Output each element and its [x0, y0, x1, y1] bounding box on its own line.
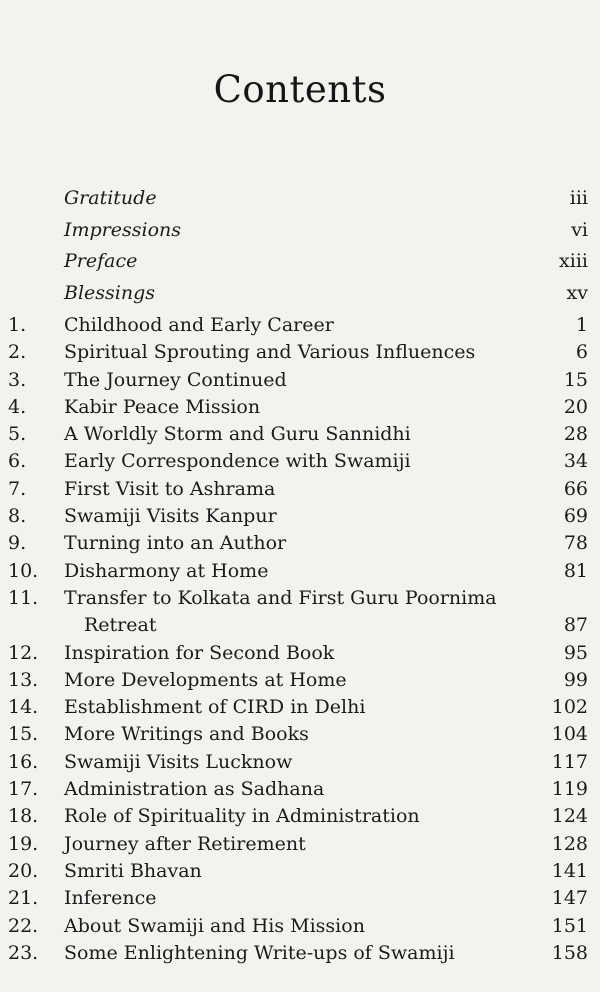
chapter-title: Some Enlightening Write-ups of Swamiji: [64, 941, 455, 964]
chapter-title: Early Correspondence with Swamiji: [64, 450, 411, 473]
chapter-title-line2: Retreat: [84, 614, 157, 637]
page-number: 119: [551, 778, 588, 801]
page-number: 95: [563, 641, 588, 664]
chapter-entry: [0, 667, 600, 694]
chapter-entry: [0, 367, 600, 394]
chapter-number: 22.: [8, 914, 39, 937]
chapter-number: 3.: [8, 368, 27, 391]
chapter-entry: [0, 394, 600, 421]
page-number: 99: [563, 668, 588, 691]
front-matter-item: [0, 183, 600, 215]
page-number: 141: [551, 859, 588, 882]
chapter-list: [0, 312, 600, 967]
chapter-title: Kabir Peace Mission: [64, 395, 261, 418]
page-number: 102: [551, 696, 588, 719]
page-number: iii: [569, 187, 588, 209]
chapter-entry: [0, 339, 600, 366]
page-number: 34: [563, 450, 588, 473]
chapter-number: 11.: [8, 586, 39, 609]
chapter-title-line1: Transfer to Kolkata and First Guru Poornima: [64, 586, 497, 609]
page-number: 158: [551, 941, 588, 964]
chapter-number: 13.: [8, 668, 39, 691]
chapter-entry: [0, 448, 600, 475]
chapter-entry: [0, 858, 600, 885]
chapter-title: Spiritual Sprouting and Various Influences: [64, 341, 476, 364]
chapter-entry: [0, 831, 600, 858]
chapter-number: 5.: [8, 423, 27, 446]
page-number: 20: [563, 395, 588, 418]
entry-title: Blessings: [64, 281, 156, 304]
page-number: 87: [563, 614, 588, 637]
chapter-title: Swamiji Visits Kanpur: [64, 505, 277, 528]
chapter-entry: [0, 749, 600, 776]
chapter-entry: [0, 940, 600, 967]
chapter-number: 2.: [8, 341, 27, 364]
chapter-number: 20.: [8, 859, 39, 882]
chapter-number: 19.: [8, 832, 39, 855]
chapter-entry: [0, 530, 600, 557]
page-number: 147: [551, 887, 588, 910]
page-number: 128: [551, 832, 588, 855]
chapter-entry: [0, 803, 600, 830]
chapter-title: Swamiji Visits Lucknow: [64, 750, 293, 773]
chapter-title: Childhood and Early Career: [64, 314, 334, 336]
chapter-title: Turning into an Author: [64, 532, 287, 555]
page-number: 104: [551, 723, 588, 746]
chapter-title: Journey after Retirement: [64, 832, 306, 855]
front-matter-item: [0, 246, 600, 278]
page-number: xv: [566, 281, 588, 304]
chapter-entry: [0, 721, 600, 748]
chapter-title: Disharmony at Home: [64, 559, 269, 582]
page-number: xiii: [559, 250, 588, 272]
chapter-entry: [0, 885, 600, 912]
chapter-entry: [0, 476, 600, 503]
page-title: Contents: [213, 68, 387, 111]
chapter-title: Inspiration for Second Book: [64, 641, 335, 664]
chapter-number: 21.: [8, 887, 39, 910]
chapter-entry: [0, 558, 600, 585]
front-matter-list: [0, 183, 600, 309]
chapter-entry: [0, 503, 600, 530]
chapter-title: More Writings and Books: [64, 723, 309, 746]
chapter-title: First Visit to Ashrama: [64, 477, 276, 500]
chapter-title: Administration as Sadhana: [64, 778, 325, 801]
chapter-entry: [0, 694, 600, 721]
chapter-number: 6.: [8, 450, 27, 473]
chapter-title: [64, 585, 534, 640]
front-matter-item: [0, 278, 600, 310]
page-number: 78: [563, 532, 588, 555]
chapter-number: 1.: [8, 314, 27, 336]
chapter-entry: [0, 640, 600, 667]
page-number: 117: [551, 750, 588, 773]
chapter-title: More Developments at Home: [64, 668, 347, 691]
chapter-entry: [0, 776, 600, 803]
chapter-entry: [0, 312, 600, 339]
page-number: 151: [551, 914, 588, 937]
front-matter-item: [0, 215, 600, 247]
entry-title: Gratitude: [64, 187, 157, 209]
chapter-title: Inference: [64, 887, 157, 910]
chapter-number: 7.: [8, 477, 27, 500]
page-number: 69: [563, 505, 588, 528]
chapter-title: Smriti Bhavan: [64, 859, 202, 882]
chapter-number: 10.: [8, 559, 39, 582]
chapter-number: 4.: [8, 395, 27, 418]
entry-title: Preface: [64, 250, 138, 272]
page-number: 124: [551, 805, 588, 828]
chapter-title: A Worldly Storm and Guru Sannidhi: [64, 423, 411, 446]
page-number: 15: [563, 368, 588, 391]
chapter-entry: [0, 585, 600, 640]
chapter-title: About Swamiji and His Mission: [64, 914, 365, 937]
page-number: 6: [575, 341, 588, 364]
chapter-number: 18.: [8, 805, 39, 828]
chapter-title: Role of Spirituality in Administration: [64, 805, 420, 828]
chapter-number: 9.: [8, 532, 27, 555]
page-number: 66: [563, 477, 588, 500]
chapter-number: 12.: [8, 641, 39, 664]
chapter-title: Establishment of CIRD in Delhi: [64, 696, 366, 719]
page-number: vi: [571, 218, 588, 241]
entry-title: Impressions: [64, 218, 182, 241]
page-number: 1: [575, 314, 588, 336]
chapter-title: The Journey Continued: [64, 368, 287, 391]
chapter-number: 17.: [8, 778, 39, 801]
page-number: 81: [563, 559, 588, 582]
chapter-entry: [0, 913, 600, 940]
chapter-entry: [0, 421, 600, 448]
page-number: 28: [563, 423, 588, 446]
chapter-number: 23.: [8, 941, 39, 964]
chapter-number: 15.: [8, 723, 39, 746]
chapter-number: 16.: [8, 750, 39, 773]
chapter-number: 8.: [8, 505, 27, 528]
chapter-number: 14.: [8, 696, 39, 719]
